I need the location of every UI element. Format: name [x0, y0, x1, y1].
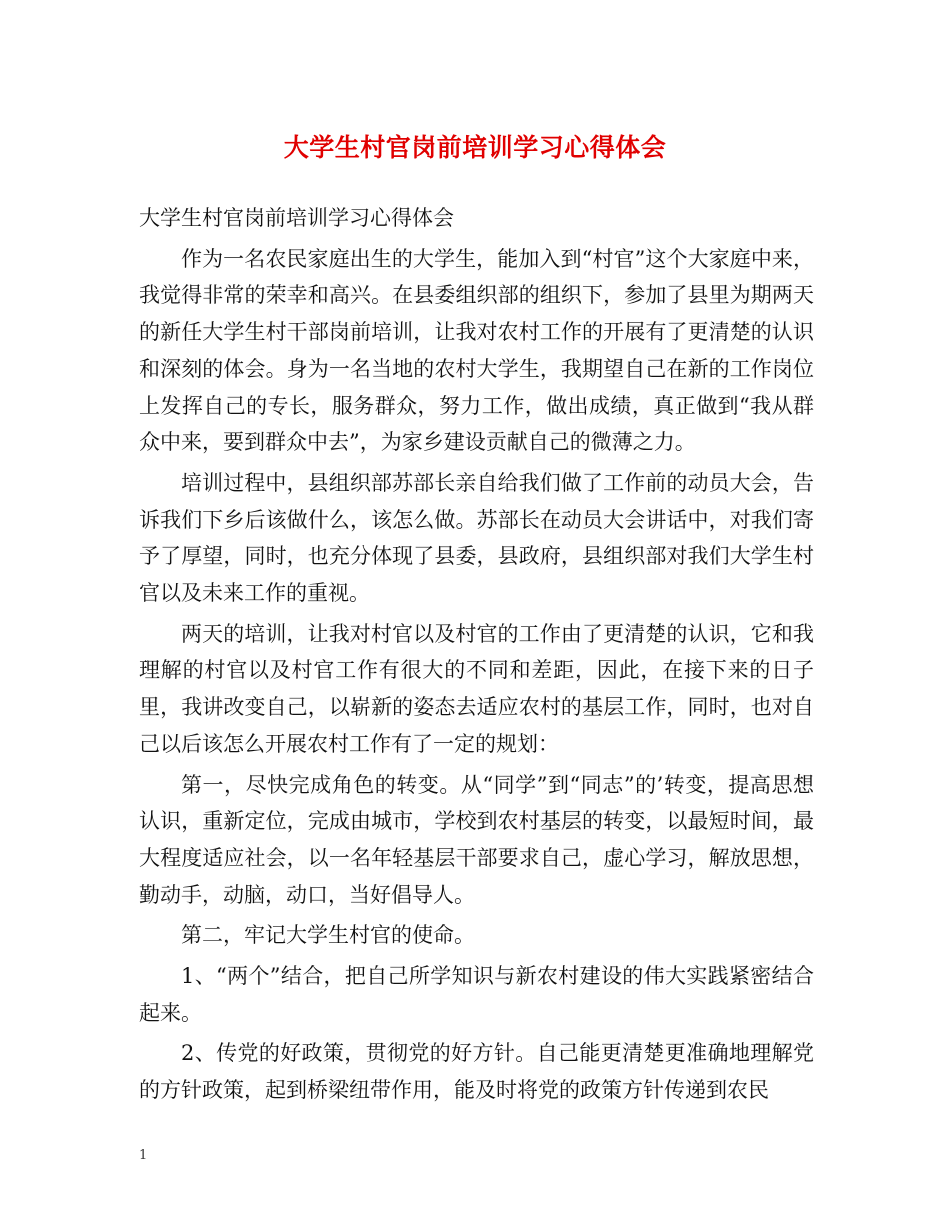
- document-title: 大学生村官岗前培训学习心得体会: [283, 133, 667, 162]
- paragraph: 2、传党的好政策，贯彻党的好方针。自己能更清楚更准确地理解党的方针政策，起到桥梁纽带作用，能及时将党的政策方针传递到农民: [139, 1041, 814, 1103]
- paragraph: 培训过程中，县组织部苏部长亲自给我们做了工作前的动员大会，告诉我们下乡后该做什么，该怎么做。苏部长在动员大会讲话中，对我们寄予了厚望，同时，也充分体现了县委，县政府，县组织部对我们大学生村官以及未来工作的重视。: [139, 470, 814, 606]
- document-body: [139, 200, 814, 1109]
- paragraph: 1、“两个”结合，把自己所学知识与新农村建设的伟大实践紧密结合起来。: [139, 964, 814, 1025]
- paragraph: 两天的培训，让我对村官以及村官的工作由了更清楚的认识，它和我理解的村官以及村官工作有很大的不同和差距，因此，在接下来的日子里，我讲改变自己，以崭新的姿态去适应农村的基层工作，同时，也对自己以后该怎么开展农村工作有了一定的规划：: [139, 621, 814, 756]
- paragraph: 第一，尽快完成角色的转变。从“同学”到“同志”的’转变，提高思想认识，重新定位，完成由城市，学校到农村基层的转变，以最短时间，最大程度适应社会，以一名年轻基层干部要求自己，虚心学习，解放思想，勤动手，动脑，动口，当好倡导人。: [139, 772, 814, 907]
- document-subtitle: 大学生村官岗前培训学习心得体会: [139, 206, 454, 230]
- paragraph: 作为一名农民家庭出生的大学生，能加入到“村官”这个大家庭中来，我觉得非常的荣幸和高兴。在县委组织部的组织下，参加了县里为期两天的新任大学生村干部岗前培训，让我对农村工作的开展有了更清楚的认识和深刻的体会。身为一名当地的农村大学生，我期望自己在新的工作岗位上发挥自己的专长，服务群众，努力工作，做出成绩，真正做到“我从群众中来，要到群众中去”，为家乡建设贡献自己的微薄之力。: [139, 246, 814, 455]
- paragraph: 第二，牢记大学生村官的使命。: [181, 923, 475, 948]
- page-number: 1: [139, 1148, 148, 1163]
